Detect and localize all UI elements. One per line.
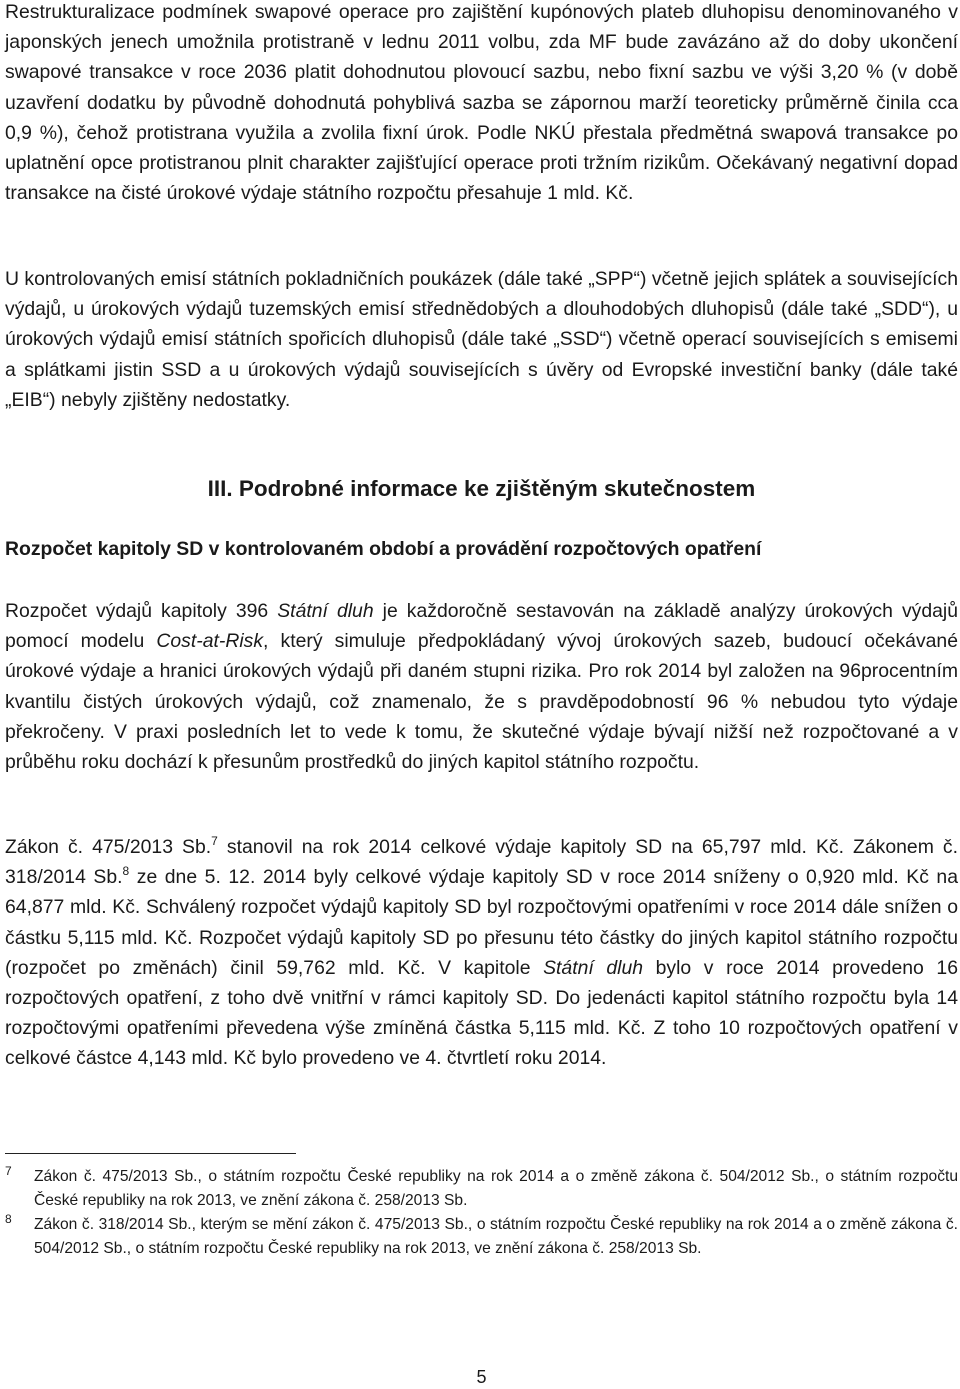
paragraph-budget-method — [5, 596, 958, 777]
paragraph-swap-restructuring: Restrukturalizace podmínek swapové operace pro zajištění kupónových plateb dluhopisu denominovaného v japonských jenech umožnila protistraně v lednu 2011 volbu, zda MF bude zavázáno až do doby ukončení swapové transakce v roce 2036 platit dohodnutou plovoucí sazbu, nebo fixní sazbu ve výši 3,20 % (v době uzavření dodatku by původně dohodnutá pohyblivá sazba se zápornou marží teoreticky průměrně činila cca 0,9 %), čehož protistrana využila a zvolila fixní úrok. Podle NKÚ přestala předmětná swapová transakce po uplatnění opce protistranou plnit charakter zajišťující operace proti tržním rizikům. Očekávaný negativní dopad transakce na čisté úrokové výdaje státního rozpočtu přesahuje 1 mld. Kč. — [5, 1, 958, 205]
footnote-number: 8 — [5, 1212, 12, 1226]
page-number: 5 — [476, 1367, 487, 1387]
text-segment: , který simuluje předpokládaný vývoj úrokových sazeb, budoucí očekávané úrokové výdaje a hranici úrokových výdajů při daném stupni rizika. Pro rok 2014 byl založen na 96procentním kvantilu čistých úrokových výdajů, což znamenalo, že s pravděpodobností 96 % nebudou tyto výdaje překročeny. V praxi posledních let to vede k tomu, že skutečné výdaje bývají nižší než rozpočtované a v průběhu roku dochází k přesunům prostředků do jiných kapitol státního rozpočtu. — [5, 630, 958, 774]
subheading: Rozpočet kapitoly SD v kontrolovaném období a provádění rozpočtových opatření — [5, 538, 762, 560]
footnote-number: 7 — [5, 1164, 12, 1178]
text-segment: bylo v roce 2014 provedeno 16 rozpočtových opatření, z toho dvě vnitřní v rámci kapitoly SD. Do jedenácti kapitol státního rozpočtu byla 14 rozpočtovými opatřeními převedena výše zmíněná částka 5,115 mld. Kč. Z toho 10 rozpočtových opatření v celkové částce 4,143 mld. Kč bylo provedeno ve 4. čtvrtletí roku 2014. — [5, 956, 958, 1070]
footnote-8 — [5, 1213, 958, 1260]
text-segment: Zákon č. 475/2013 Sb. — [5, 836, 212, 858]
footnote-text: Zákon č. 475/2013 Sb., o státním rozpočtu České republiky na rok 2014 a o změně zákona č. 504/2012 Sb., o státním rozpočtu České republiky na rok 2013, ve znění zákona č. 258/2013 Sb. — [34, 1168, 958, 1209]
section-heading: III. Podrobné informace ke zjištěným skutečnostem — [207, 476, 756, 501]
italic-chapter-name: Státní dluh — [543, 956, 644, 979]
text-segment: je každoročně sestavován na základě analýzy úrokových výdajů pomocí modelu — [5, 600, 958, 653]
paragraph-budget-figures — [5, 832, 958, 1074]
footnote-ref-8[interactable]: 8 — [122, 864, 130, 879]
italic-model-name: Cost-at-Risk — [156, 630, 264, 653]
text-segment: stanovil na rok 2014 celkové výdaje kapitoly SD na 65,797 mld. Kč. Zákonem č. 318/2014 Sb. — [5, 836, 958, 889]
footnote-7 — [5, 1165, 958, 1212]
footnote-text: Zákon č. 318/2014 Sb., kterým se mění zákon č. 475/2013 Sb., o státním rozpočtu České republiky na rok 2014 a o změně zákona č. 504/2012 Sb., o státním rozpočtu České republiky na rok 2013, ve znění zákona č. 258/2013 Sb. — [34, 1216, 958, 1257]
text-segment: Rozpočet výdajů kapitoly 396 — [5, 600, 278, 622]
footnote-ref-7[interactable]: 7 — [211, 834, 218, 848]
text-segment: ze dne 5. 12. 2014 byly celkové výdaje kapitoly SD v roce 2014 sníženy o 0,920 mld. Kč na 64,877 mld. Kč. Schválený rozpočet výdajů kapitoly SD byl rozpočtovými opatřeními v roce 2014 dále snížen o částku 5,115 mld. Kč. Rozpočet výdajů kapitoly SD po přesunu této částky do jiných kapitol státního rozpočtu (rozpočet po změnách) činil 59,762 mld. Kč. V kapitole — [5, 866, 959, 979]
paragraph-no-deficiencies: U kontrolovaných emisí státních pokladničních poukázek (dále také „SPP“) včetně jejich splátek a souvisejících výdajů, u úrokových výdajů tuzemských emisí střednědobých a dlouhodobých dluhopisů (dále také „SDD“), u úrokových výdajů emisí státních spořicích dluhopisů (dále také „SSD“) včetně operací souvisejících s emisemi a splátkami jistin SSD a u úrokových výdajů souvisejících s úvěry od Evropské investiční banky (dále také „EIB“) nebyly zjištěny nedostatky. — [5, 268, 958, 411]
italic-chapter-name: Státní dluh — [277, 600, 374, 622]
footnote-separator — [5, 1153, 296, 1154]
